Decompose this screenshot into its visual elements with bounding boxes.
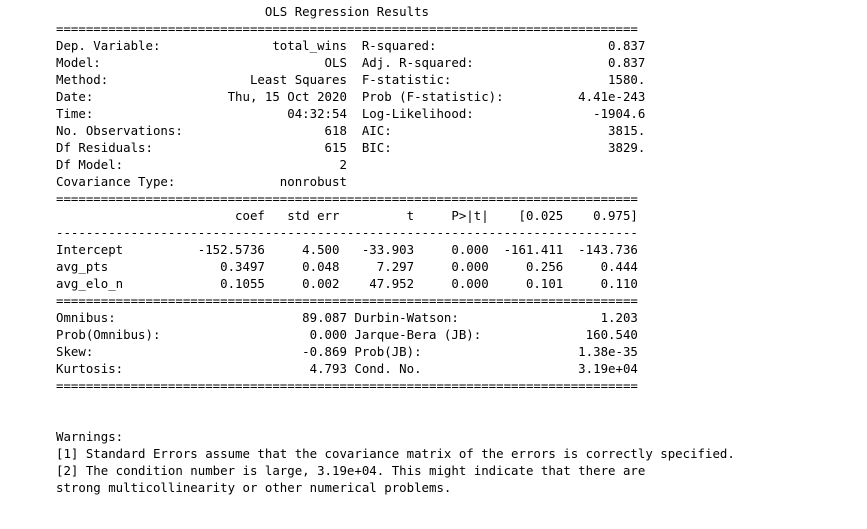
double-rule-divider: ============================================================================== (56, 191, 638, 206)
model-summary-row: No. Observations: 618 AIC: 3815. (56, 123, 646, 138)
coef-table-row: avg_elo_n 0.1055 0.002 47.952 0.000 0.101 0.110 (56, 276, 638, 291)
warning-line: strong multicollinearity or other numerical problems. (56, 480, 452, 495)
diagnostics-row: Kurtosis: 4.793 Cond. No. 3.19e+04 (56, 361, 638, 376)
model-summary-row: Time: 04:32:54 Log-Likelihood: -1904.6 (56, 106, 646, 121)
model-summary-row: Df Residuals: 615 BIC: 3829. (56, 140, 646, 155)
model-summary-row: Df Model: 2 (56, 157, 355, 172)
model-summary-row: Covariance Type: nonrobust (56, 174, 355, 189)
model-summary-row: Date: Thu, 15 Oct 2020 Prob (F-statistic): 4.41e-243 (56, 89, 646, 104)
single-rule-divider: ------------------------------------------------------------------------------ (56, 225, 638, 240)
report-title: OLS Regression Results (56, 4, 638, 19)
double-rule-divider: ============================================================================== (56, 293, 638, 308)
warning-line: [1] Standard Errors assume that the covariance matrix of the errors is correctly specified. (56, 446, 735, 461)
warning-line: [2] The condition number is large, 3.19e+04. This might indicate that there are (56, 463, 646, 478)
model-summary-row: Dep. Variable: total_wins R-squared: 0.837 (56, 38, 646, 53)
blank-line (56, 394, 735, 411)
model-summary-row: Method: Least Squares F-statistic: 1580. (56, 72, 646, 87)
coef-table-row: avg_pts 0.3497 0.048 7.297 0.000 0.256 0.444 (56, 259, 638, 274)
coef-table-row: Intercept -152.5736 4.500 -33.903 0.000 -161.411 -143.736 (56, 242, 638, 257)
double-rule-divider: ============================================================================== (56, 21, 638, 36)
blank-line (56, 411, 735, 428)
coef-table-header: coef std err t P>|t| [0.025 0.975] (56, 208, 638, 223)
double-rule-divider: ============================================================================== (56, 378, 638, 393)
diagnostics-row: Omnibus: 89.087 Durbin-Watson: 1.203 (56, 310, 638, 325)
ols-regression-report (56, 3, 735, 496)
model-summary-row: Model: OLS Adj. R-squared: 0.837 (56, 55, 646, 70)
diagnostics-row: Skew: -0.869 Prob(JB): 1.38e-35 (56, 344, 638, 359)
diagnostics-row: Prob(Omnibus): 0.000 Jarque-Bera (JB): 160.540 (56, 327, 638, 342)
warnings-heading: Warnings: (56, 429, 124, 444)
